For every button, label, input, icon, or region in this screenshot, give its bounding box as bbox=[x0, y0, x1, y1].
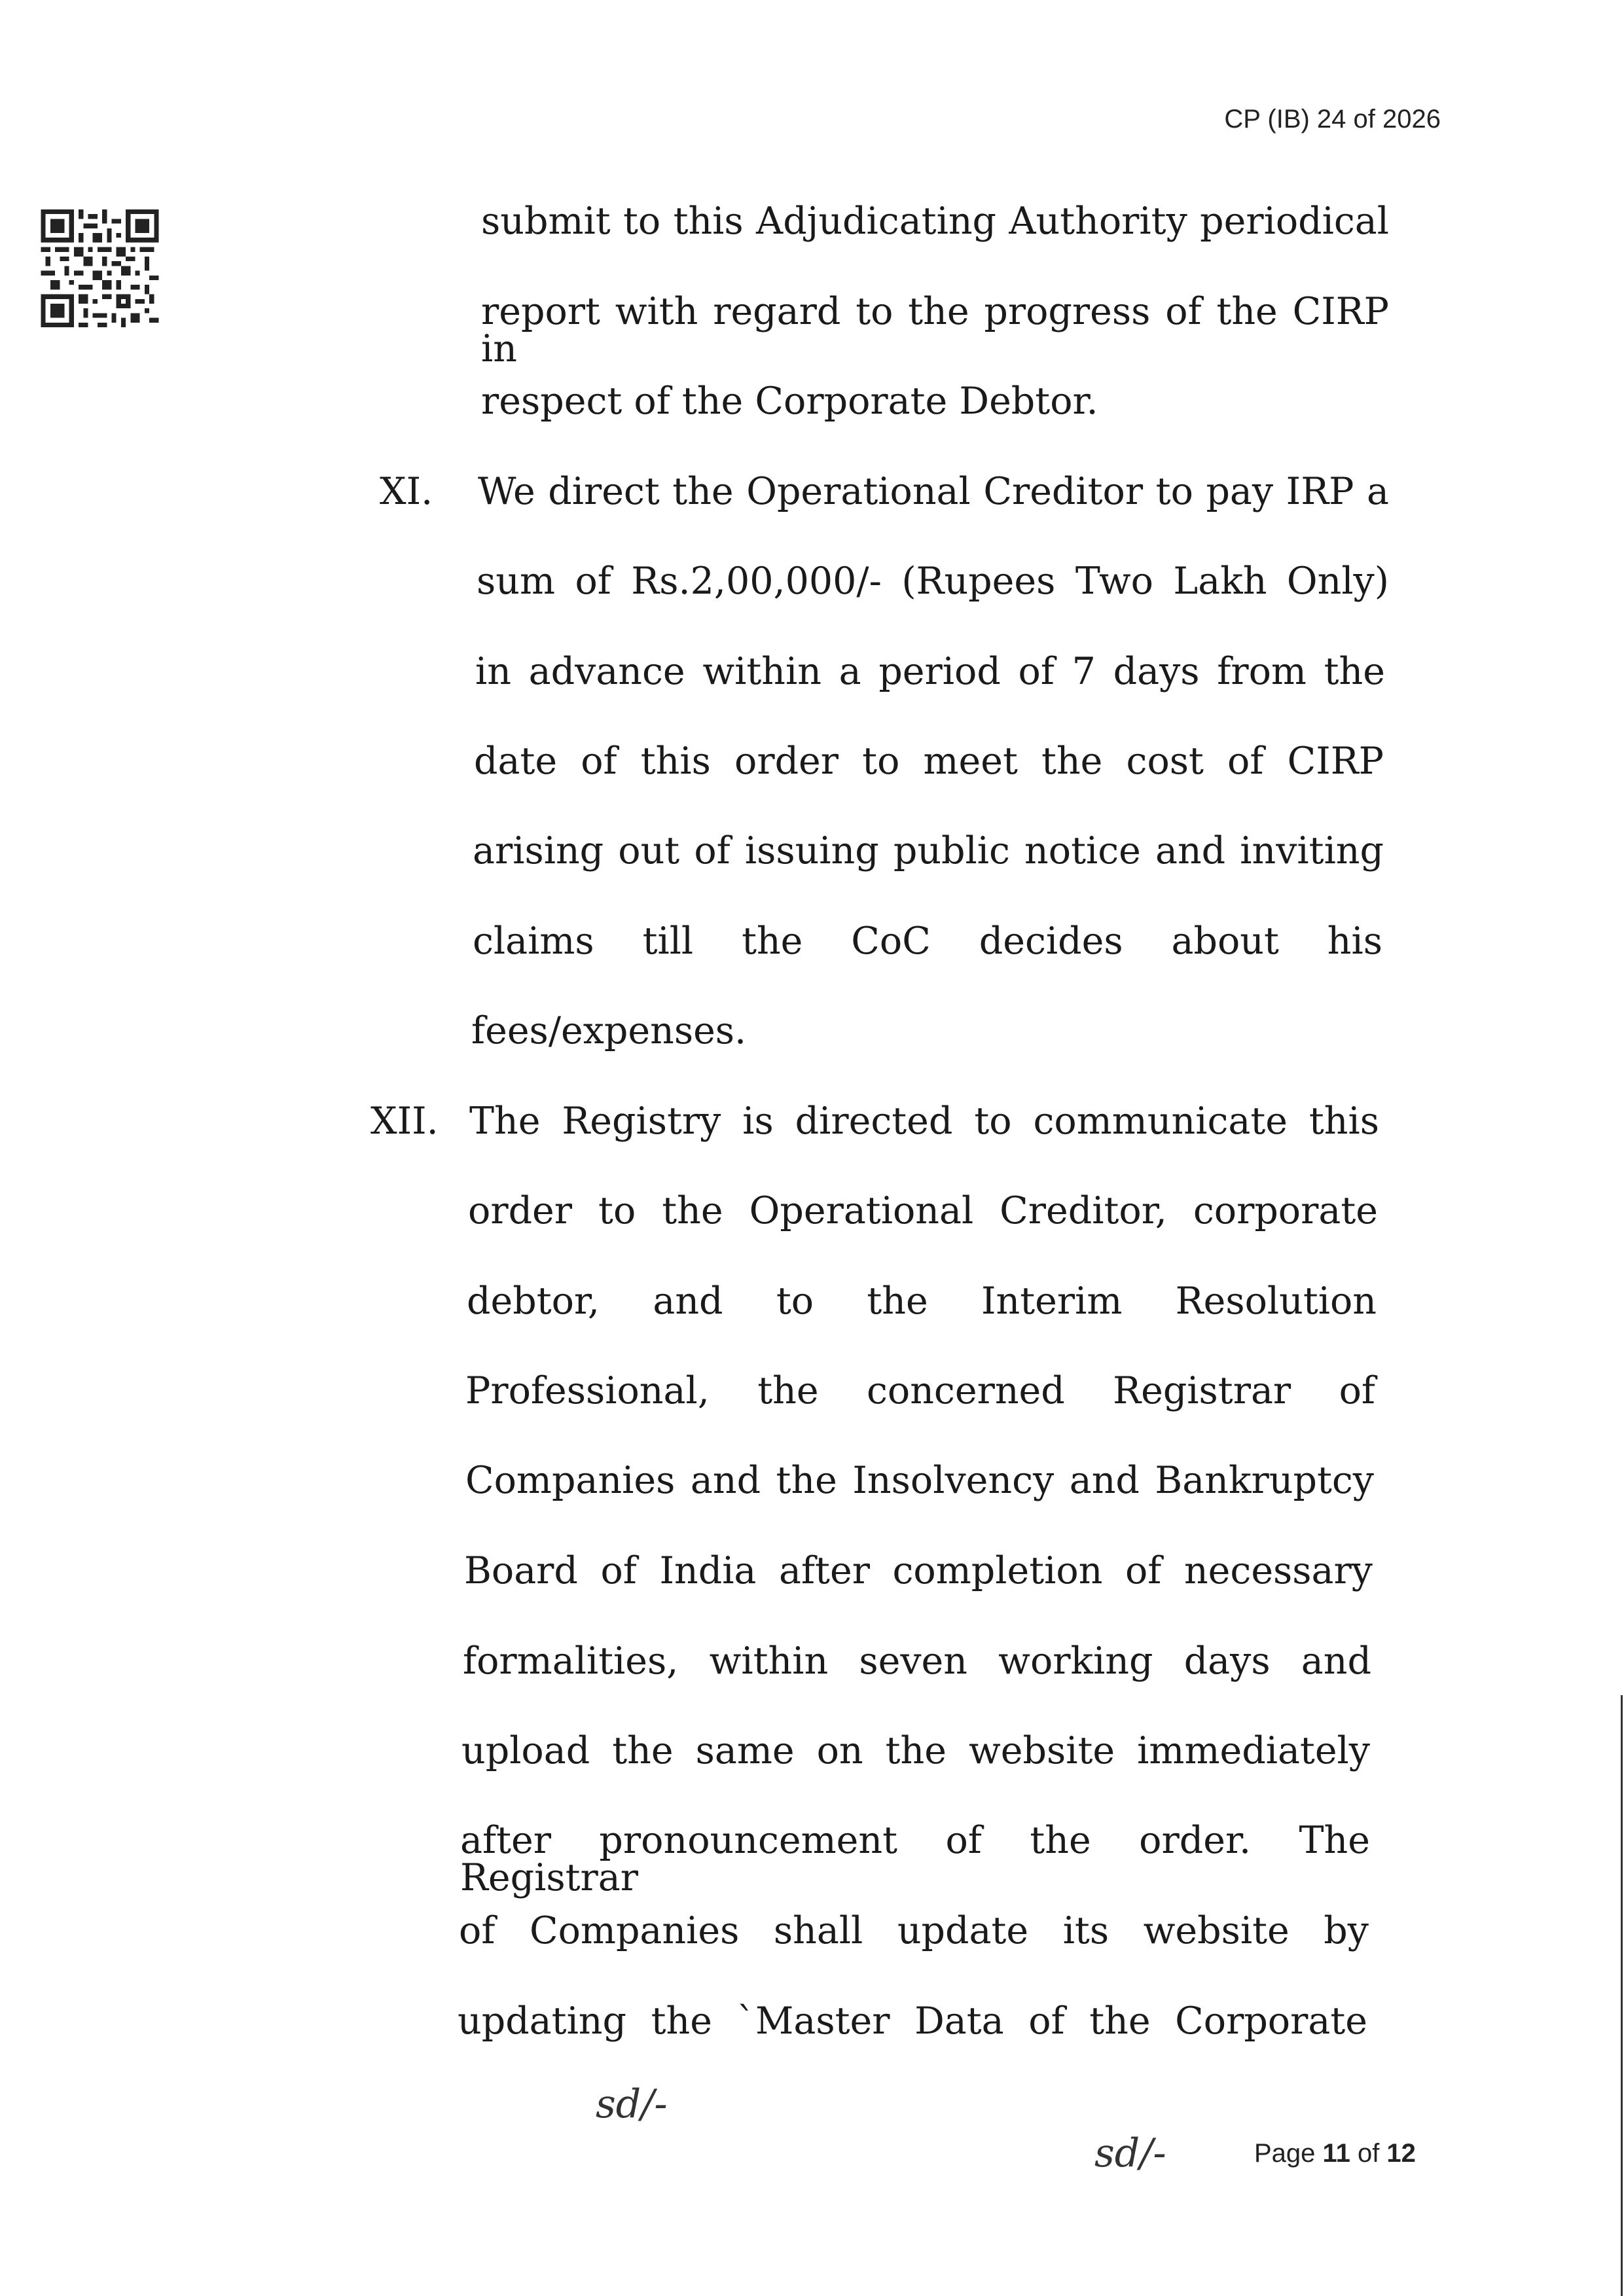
text-line: order to the Operational Creditor, corporate bbox=[468, 1189, 1378, 1232]
signature-sd: sd/- bbox=[1094, 2130, 1166, 2176]
text-line: claims till the CoC decides about his bbox=[473, 920, 1382, 963]
qr-code-icon bbox=[39, 209, 160, 327]
text-line: report with regard to the progress of the CIRP in bbox=[481, 290, 1389, 370]
text-line: arising out of issuing public notice and inviting bbox=[473, 829, 1384, 872]
item-number: XII. bbox=[370, 1100, 439, 1143]
text-line: fees/expenses. bbox=[471, 1009, 747, 1052]
scan-edge-line bbox=[1621, 1695, 1623, 2296]
text-line: of Companies shall update its website by bbox=[459, 1909, 1369, 1952]
signature-sd: sd/- bbox=[596, 2081, 668, 2127]
text-line: Professional, the concerned Registrar of bbox=[465, 1369, 1375, 1412]
text-line: after pronouncement of the order. The Registrar bbox=[460, 1819, 1370, 1899]
text-line: sum of Rs.2,00,000/- (Rupees Two Lakh Only) bbox=[477, 560, 1389, 603]
text-line: submit to this Adjudicating Authority periodical bbox=[481, 200, 1389, 243]
text-line: Board of India after completion of necessary bbox=[464, 1549, 1373, 1592]
text-line: updating the `Master Data of the Corporate bbox=[458, 2000, 1367, 2043]
page-prefix: Page bbox=[1254, 2139, 1323, 2168]
text-line: Companies and the Insolvency and Bankruptcy bbox=[465, 1459, 1374, 1502]
case-number: CP (IB) 24 of 2026 bbox=[1224, 105, 1441, 134]
page-of: of bbox=[1350, 2139, 1387, 2168]
text-line: in advance within a period of 7 days from the bbox=[475, 650, 1385, 693]
item-number: XI. bbox=[380, 470, 433, 513]
page-total: 12 bbox=[1386, 2139, 1416, 2168]
page-current: 11 bbox=[1322, 2139, 1350, 2168]
text-line: debtor, and to the Interim Resolution bbox=[467, 1280, 1377, 1323]
text-line: We direct the Operational Creditor to pay IRP a bbox=[478, 470, 1389, 513]
text-line: formalities, within seven working days and bbox=[463, 1640, 1371, 1683]
page-number bbox=[1254, 2139, 1416, 2168]
text-line: respect of the Corporate Debtor. bbox=[481, 380, 1098, 423]
text-line: upload the same on the website immediately bbox=[461, 1729, 1370, 1772]
text-line: date of this order to meet the cost of CIRP bbox=[474, 740, 1384, 783]
text-line: The Registry is directed to communicate this bbox=[469, 1100, 1379, 1143]
